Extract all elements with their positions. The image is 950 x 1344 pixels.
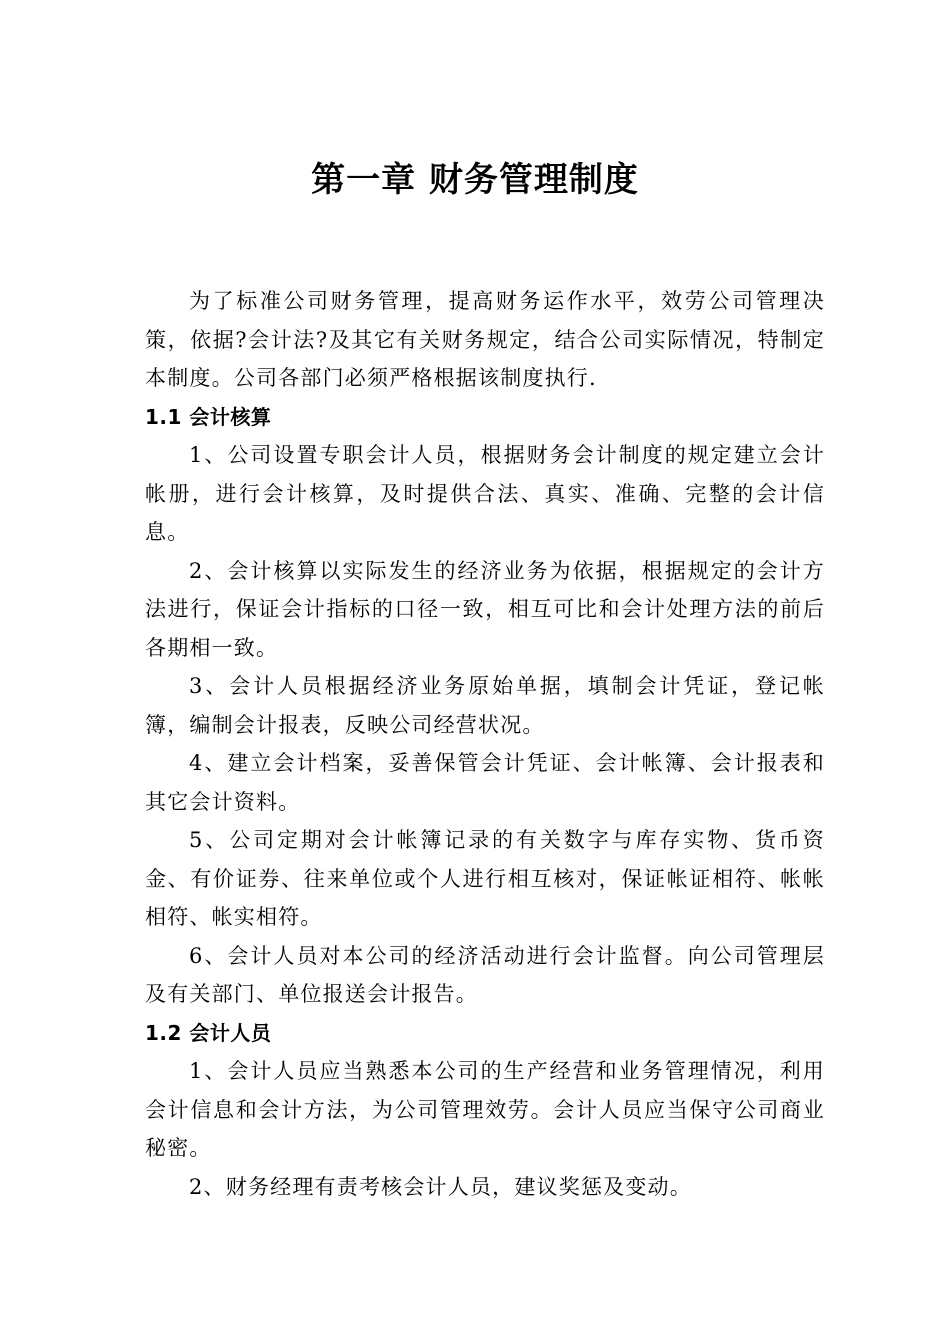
intro-paragraph: 为了标准公司财务管理，提高财务运作水平，效劳公司管理决策，依据?会计法?及其它有关财务规定，结合公司实际情况，特制定本制度。公司各部门必须严格根据该制度执行. [145, 289, 825, 390]
section-1-1-item-5: 5、公司定期对会计帐簿记录的有关数字与库存实物、货币资金、有价证券、往来单位或个人进行相互核对，保证帐证相符、帐帐相符、帐实相符。 [145, 828, 825, 929]
section-heading-1-1: 1.1 会计核算 [145, 404, 272, 429]
document-body [145, 282, 825, 1206]
section-1-1-item-3: 3、会计人员根据经济业务原始单据，填制会计凭证，登记帐簿，编制会计报表，反映公司经营状况。 [145, 674, 825, 737]
section-1-1-item-6: 6、会计人员对本公司的经济活动进行会计监督。向公司管理层及有关部门、单位报送会计报告。 [145, 943, 825, 1006]
section-1-2-item-2: 2、财务经理有责考核会计人员，建议奖惩及变动。 [189, 1174, 692, 1199]
section-1-1-item-2: 2、会计核算以实际发生的经济业务为依据，根据规定的会计方法进行，保证会计指标的口径一致，相互可比和会计处理方法的前后各期相一致。 [145, 558, 825, 660]
chapter-title: 第一章 财务管理制度 [311, 160, 639, 200]
section-1-1-item-1: 1、公司设置专职会计人员，根据财务会计制度的规定建立会计帐册，进行会计核算，及时提供合法、真实、准确、完整的会计信息。 [145, 443, 825, 544]
section-1-1-item-4: 4、建立会计档案，妥善保管会计凭证、会计帐簿、会计报表和其它会计资料。 [145, 751, 825, 814]
section-1-2-item-1: 1、会计人员应当熟悉本公司的生产经营和业务管理情况，利用会计信息和会计方法，为公司管理效劳。会计人员应当保守公司商业秘密。 [145, 1059, 825, 1160]
section-heading-1-2: 1.2 会计人员 [145, 1020, 272, 1045]
